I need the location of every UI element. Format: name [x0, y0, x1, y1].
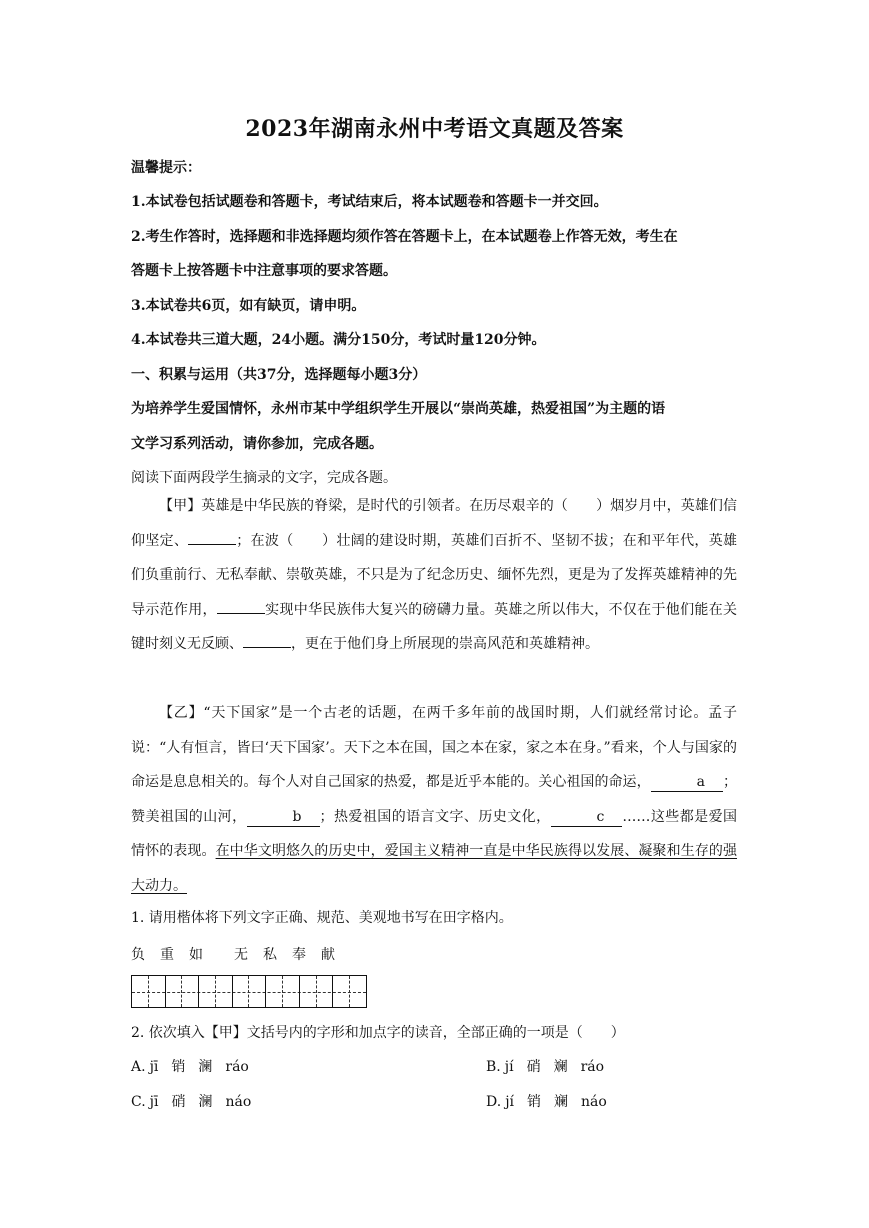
option-b[interactable] — [486, 1057, 617, 1077]
option-part: náo — [581, 1094, 607, 1110]
option-part: 斓 — [554, 1094, 569, 1110]
tip-1: 1.本试卷包括试题卷和答题卡，考试结束后，将本试题卷和答题卡一并交回。 — [131, 194, 608, 210]
yi-blank-b: b — [247, 808, 320, 827]
option-part: náo — [225, 1094, 252, 1110]
option-part: 斓 — [553, 1059, 568, 1075]
option-label: D. — [486, 1094, 502, 1110]
section1-intro-b: 文学习系列活动，请你参加，完成各题。 — [131, 436, 383, 452]
option-d[interactable] — [486, 1092, 620, 1112]
yi-part-2: ；赞美祖国的山河， — [131, 774, 737, 825]
grid-cell[interactable] — [350, 976, 366, 1007]
yi-underlined-sentence: 在中华文明悠久的历史中，爱国主义精神一直是中华民族得以发展、凝聚和生存的强大动力。 — [131, 843, 738, 894]
option-part: ráo — [225, 1059, 249, 1075]
option-part: 硝 — [171, 1094, 186, 1110]
option-label: A. — [131, 1059, 146, 1075]
jia-part-1: 【甲】英雄是中华民族的脊 — [159, 498, 329, 514]
option-part: 销 — [527, 1094, 542, 1110]
page-title: 2023年湖南永州中考语文真题及答案 — [245, 116, 624, 142]
q1-char: 如 — [189, 947, 203, 963]
q1-characters — [131, 944, 350, 964]
option-part: jī — [149, 1094, 159, 1110]
passage-jia — [131, 489, 737, 662]
option-label: B. — [486, 1059, 501, 1075]
tips-heading: 温馨提示： — [131, 160, 201, 176]
grid-cell[interactable] — [317, 976, 334, 1007]
jia-part-6: ，更在于他们身上所展现的崇高风范和英雄精神。 — [291, 636, 599, 652]
grid-cell[interactable] — [132, 976, 149, 1007]
tip-2b: 答题卡上按答题卡中注意事项的要求答题。 — [131, 263, 397, 279]
option-part: 澜 — [198, 1059, 213, 1075]
passage-yi — [131, 696, 737, 903]
q1-char: 奉 — [292, 947, 306, 963]
grid-cell[interactable] — [249, 976, 266, 1007]
jia-blank-3 — [243, 631, 291, 648]
section1-heading: 一、积累与运用（共37分，选择题每小题3分） — [131, 367, 427, 383]
yi-part-3: ；热爱祖国的语言文字、历史文化， — [319, 808, 551, 825]
writing-grid[interactable] — [131, 975, 367, 1008]
question-1: 1. 请用楷体将下列文字正确、规范、美观地书写在田字格内。 — [131, 910, 513, 926]
jia-part-3: ；在波（ ）壮阔的建设时期，英雄们百折不 — [236, 532, 537, 549]
option-part: jí — [504, 1059, 514, 1075]
option-a[interactable] — [131, 1057, 262, 1077]
q1-char: 负 — [131, 947, 145, 963]
q1-char: 私 — [263, 947, 277, 963]
jia-part-2: 梁，是时代的引领者。在历尽艰辛的（ ）烟岁月中，英雄们信仰坚定、 — [131, 498, 738, 549]
yi-blank-a: a — [651, 773, 723, 792]
jia-blank-2 — [217, 597, 265, 614]
grid-cell[interactable] — [182, 976, 199, 1007]
grid-cell[interactable] — [199, 976, 216, 1007]
tip-4: 4.本试卷共三道大题，24小题。满分150分，考试时量120分钟。 — [131, 332, 546, 348]
option-part: ráo — [580, 1059, 605, 1075]
q1-char: 献 — [321, 947, 335, 963]
grid-cell[interactable] — [166, 976, 183, 1007]
option-part: jī — [149, 1059, 159, 1075]
option-label: C. — [131, 1094, 146, 1110]
yi-part-1: 【乙】“天下国家”是一个古老的话题，在两千多年前的战国时期，人们就经常讨论。孟子说：“人有恒言，皆曰‘天下国家’。天下之本在国，国之本在家，家之本在身。”看来，个人与国家的命运是息息相关的。每个人对自己国家的热爱，都是近乎本能的。关心祖国的命运， — [131, 705, 737, 790]
jia-part-4: 、坚韧不拔；在和平年代，英雄们负重前行、无私奉献、崇敬英雄，不只是为了纪念历史、缅怀先烈，更是为了发挥英雄精神的先导示范作用， — [131, 532, 738, 618]
grid-cell[interactable] — [300, 976, 317, 1007]
option-part: 硝 — [526, 1059, 541, 1075]
jia-blank-1 — [188, 528, 236, 545]
option-part: 澜 — [198, 1094, 213, 1110]
tip-3: 3.本试卷共6页，如有缺页，请申明。 — [131, 298, 366, 314]
yi-part-4: ……这些都是爱国情怀的表现。 — [131, 808, 738, 859]
option-part: jí — [505, 1094, 515, 1110]
question-2: 2. 依次填入【甲】文括号内的字形和加点字的读音，全部正确的一项是（ ） — [131, 1025, 625, 1041]
grid-cell[interactable] — [283, 976, 300, 1007]
grid-cell[interactable] — [266, 976, 283, 1007]
option-c[interactable] — [131, 1092, 264, 1112]
yi-blank-c: c — [551, 808, 623, 827]
grid-cell[interactable] — [149, 976, 166, 1007]
option-part: 销 — [171, 1059, 186, 1075]
q1-char: 重 — [160, 947, 174, 963]
section1-intro-a: 为培养学生爱国情怀，永州市某中学组织学生开展以“崇尚英雄，热爱祖国”为主题的语 — [131, 401, 666, 417]
grid-cell[interactable] — [233, 976, 250, 1007]
grid-cell[interactable] — [333, 976, 350, 1007]
reading-instruction: 阅读下面两段学生摘录的文字，完成各题。 — [131, 470, 397, 486]
q1-char: 无 — [234, 947, 248, 963]
jia-part-5: 实现中华民族伟大复兴的磅礴力量。英雄之所以伟大，不仅在于他们能在关键时刻义无反顾、 — [131, 601, 738, 652]
tip-2a: 2.考生作答时，选择题和非选择题均须作答在答题卡上，在本试题卷上作答无效，考生在 — [131, 229, 678, 245]
grid-cell[interactable] — [216, 976, 233, 1007]
